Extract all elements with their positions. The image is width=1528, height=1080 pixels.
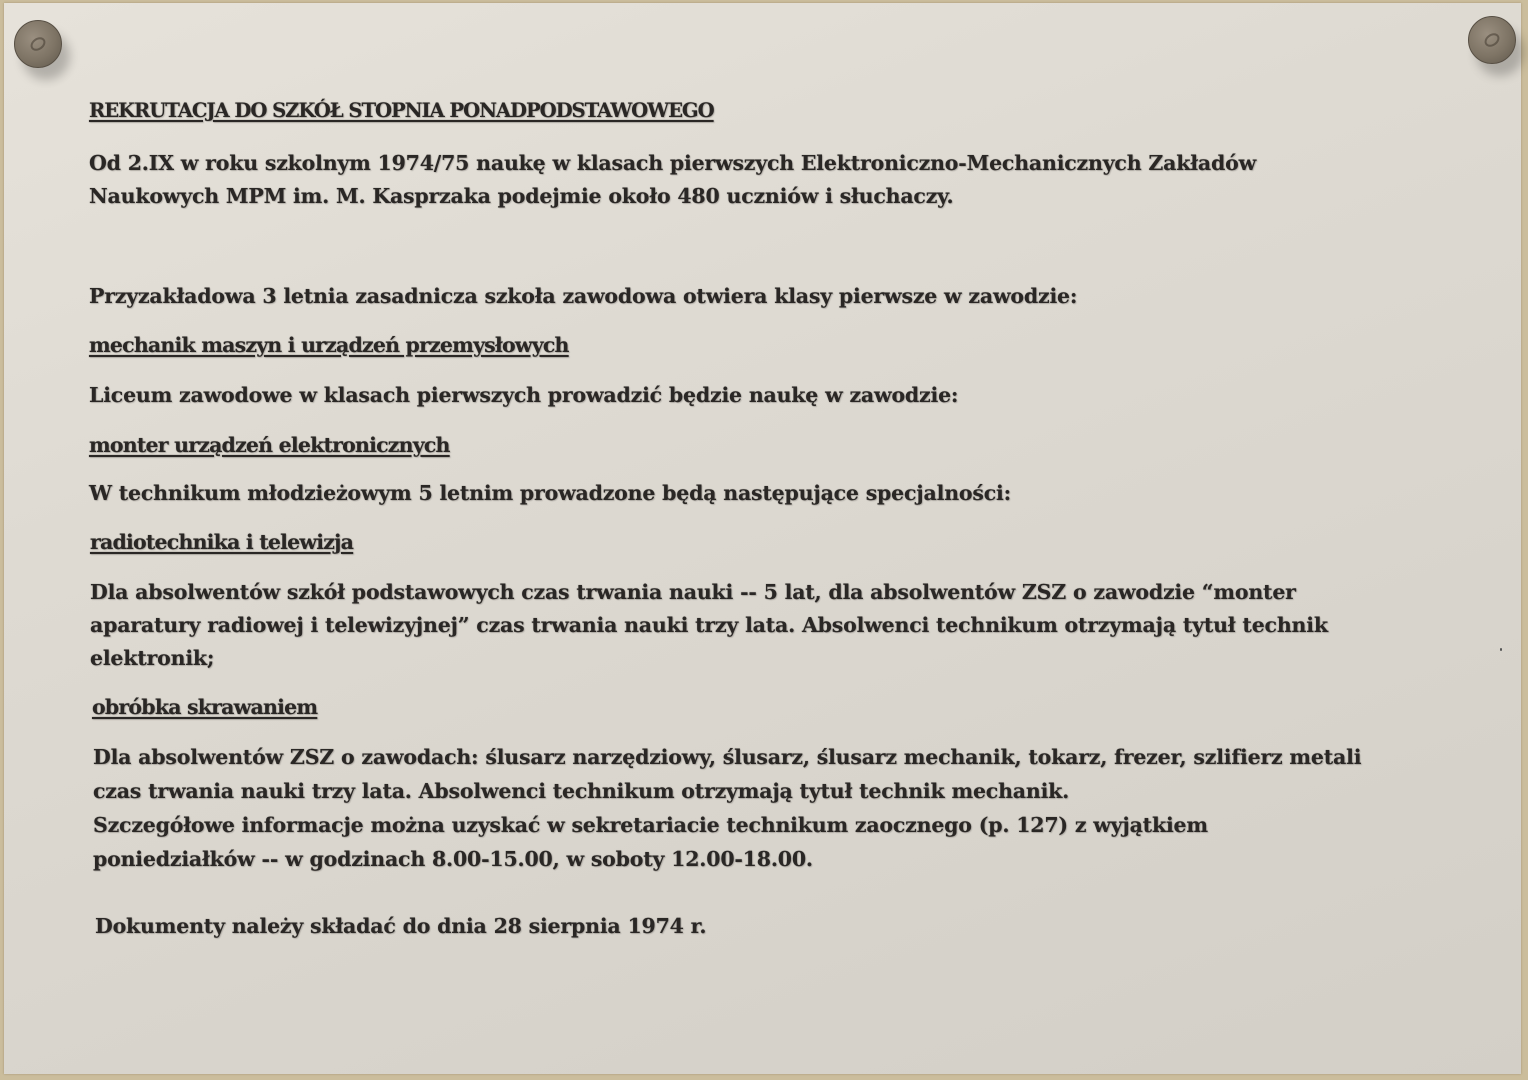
- spec1-line-1: Dla absolwentów szkół podstawowych czas trwania nauki -- 5 lat, dla absolwentów ZSZ o zawodzie “monter: [90, 580, 1296, 604]
- spec2-line-2: czas trwania nauki trzy lata. Absolwenci technikum otrzymają tytuł technik mechanik.: [93, 779, 1070, 803]
- spec1-line-2: aparatury radiowej i telewizyjnej” czas trwania nauki trzy lata. Absolwenci technikum otrzymają tytuł technik: [90, 613, 1328, 637]
- spec2-name: obróbka skrawaniem: [92, 695, 318, 719]
- notice-paper: [4, 3, 1521, 1074]
- liceum-profession: monter urządzeń elektronicznych: [89, 433, 450, 457]
- spec1-name: radiotechnika i telewizja: [90, 530, 354, 554]
- zsz-text: Przyzakładowa 3 letnia zasadnicza szkoła zawodowa otwiera klasy pierwsze w zawodzie:: [89, 284, 1078, 308]
- notice-heading: REKRUTACJA DO SZKÓŁ STOPNIA PONADPODSTAWOWEGO: [89, 98, 714, 122]
- info-line-1: Szczegółowe informacje można uzyskać w sekretariacie technikum zaocznego (p. 127) z wyjątkiem: [93, 813, 1208, 837]
- zsz-profession: mechanik maszyn i urządzeń przemysłowych: [89, 333, 569, 357]
- liceum-text: Liceum zawodowe w klasach pierwszych prowadzić będzie naukę w zawodzie:: [89, 383, 959, 407]
- pushpin-icon: [14, 20, 62, 68]
- info-line-2: poniedziałków -- w godzinach 8.00-15.00, w soboty 12.00-18.00.: [93, 847, 813, 871]
- intro-line-2: Naukowych MPM im. M. Kasprzaka podejmie około 480 uczniów i słuchaczy.: [89, 184, 954, 208]
- paper-speck: [1500, 648, 1502, 651]
- spec1-line-3: elektronik;: [90, 646, 215, 670]
- deadline-text: Dokumenty należy składać do dnia 28 sierpnia 1974 r.: [95, 914, 707, 938]
- spec2-line-1: Dla absolwentów ZSZ o zawodach: ślusarz narzędziowy, ślusarz, ślusarz mechanik, tokarz, frezer, szlifierz metali: [93, 745, 1362, 769]
- technikum-text: W technikum młodzieżowym 5 letnim prowadzone będą następujące specjalności:: [89, 481, 1011, 505]
- pushpin-icon: [1468, 16, 1516, 64]
- intro-line-1: Od 2.IX w roku szkolnym 1974/75 naukę w klasach pierwszych Elektroniczno-Mechanicznych Zakładów: [89, 151, 1257, 175]
